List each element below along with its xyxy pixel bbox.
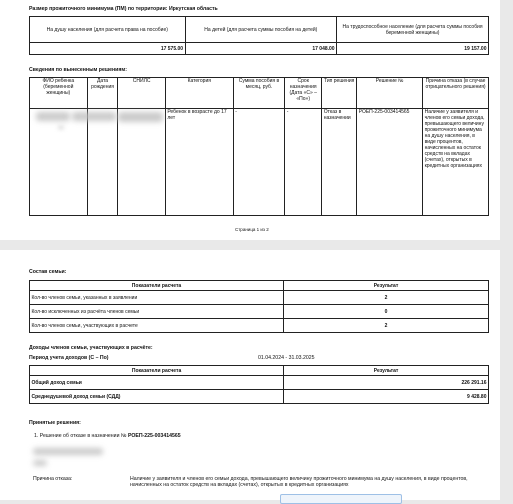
family-table — [29, 280, 489, 333]
dec-h-type: Тип решения — [322, 78, 357, 109]
pm-val2: 17 048.00 — [185, 43, 337, 55]
redacted-name-2 — [33, 448, 103, 455]
dec-h-birth: Дата рождения — [87, 78, 118, 109]
dec-h-fio: ФИО ребенка (беременной женщины) — [30, 78, 88, 109]
decisions-table — [29, 77, 489, 216]
dec-type: Отказ в назначении — [322, 109, 357, 216]
dec-h-period: Срок назначения (Дата «С» – «По») — [285, 78, 322, 109]
family-row-label: Кол-во членов семьи, указанных в заявлении — [30, 291, 284, 305]
dec-reason: Наличие у заявителя и членов его семьи дохода, превышающего величину прожиточного минимума на душу населения, в виде процентов, начисленных на остаток средств на вкладах (счетах), открытых в кредитных организациях — [423, 109, 489, 216]
dec-period: - — [285, 109, 322, 216]
accepted-item-label: 1. Решение об отказе в назначении № — [34, 433, 127, 439]
income-period-value: 01.04.2024 - 31.03.2025 — [258, 355, 315, 361]
dec-h-category: Категория — [165, 78, 233, 109]
dec-category: Ребенок в возрасте до 17 лет — [165, 109, 233, 216]
pm-col3-header: На трудоспособное население (для расчета суммы пособия беременной женщины) — [337, 17, 489, 43]
dec-h-snils: СНИЛС — [118, 78, 165, 109]
dec-number: РОЕП-225-003414565 — [357, 109, 423, 216]
accepted-item — [34, 433, 181, 439]
accepted-title: Принятые решения: — [29, 420, 81, 426]
document-page-1 — [0, 0, 500, 240]
income-period-label: Период учета доходов (С – По) — [29, 355, 109, 361]
family-row-label: Кол-во членов семьи, участвующих в расчете — [30, 319, 284, 333]
dec-sum: - — [233, 109, 284, 216]
pm-title: Размер прожиточного минимума (ПМ) по территории: Иркутская область — [29, 6, 218, 12]
family-h1: Показатели расчета — [30, 281, 284, 291]
family-h2: Результат — [284, 281, 489, 291]
pm-col2-header: На детей (для расчета суммы пособия на детей) — [185, 17, 337, 43]
income-row-value: 9 428.80 — [284, 390, 489, 404]
dec-birth-cell — [87, 109, 118, 216]
income-h1: Показатели расчета — [30, 366, 284, 376]
pm-table — [29, 16, 489, 55]
family-row-value: 2 — [284, 319, 489, 333]
income-h2: Результат — [284, 366, 489, 376]
decisions-title: Сведения по вынесенным решениям: — [29, 67, 127, 73]
income-table — [29, 365, 489, 404]
redacted-mark — [58, 126, 64, 129]
income-row-label: Общий доход семьи — [30, 376, 284, 390]
pm-col1-header: На душу населения (для расчета права на пособие) — [30, 17, 186, 43]
page-footer: Страница 1 из 2 — [235, 227, 269, 232]
family-row-value: 2 — [284, 291, 489, 305]
bottom-bar — [280, 494, 402, 504]
dec-h-sum: Сумма пособия в месяц, руб. — [233, 78, 284, 109]
family-title: Состав семьи: — [29, 269, 67, 275]
family-row-value: 0 — [284, 305, 489, 319]
family-row-label: Кол-во исключенных из расчёта членов семьи — [30, 305, 284, 319]
document-page-2 — [0, 250, 500, 500]
income-row-label: Среднедушевой доход семьи (СДД) — [30, 390, 284, 404]
dec-h-number: Решение № — [357, 78, 423, 109]
dec-h-reason: Причина отказа (в случае отрицательного решения) — [423, 78, 489, 109]
income-row-value: 226 291.16 — [284, 376, 489, 390]
income-title: Доходы членов семьи, участвующих в расчёте: — [29, 345, 153, 351]
accepted-reason-label: Причина отказа: — [33, 476, 73, 482]
dec-snils-cell — [118, 109, 165, 216]
accepted-reason-text: Наличие у заявителя и членов его семьи дохода, превышающего величину прожиточного минимума на душу населения, в виде процентов, начисленных на остаток средств на вкладах (счетах), открытых в кредитных организациях — [130, 476, 468, 489]
pm-val1: 17 575.00 — [30, 43, 186, 55]
redacted-mark-2 — [33, 460, 47, 466]
redacted-name — [36, 112, 70, 121]
pm-val3: 19 157.00 — [337, 43, 489, 55]
redacted-snils — [118, 112, 163, 122]
redacted-birthdate — [72, 112, 116, 121]
accepted-item-number: РОЕП-225-003414565 — [127, 433, 181, 439]
dec-fio-cell — [30, 109, 88, 216]
